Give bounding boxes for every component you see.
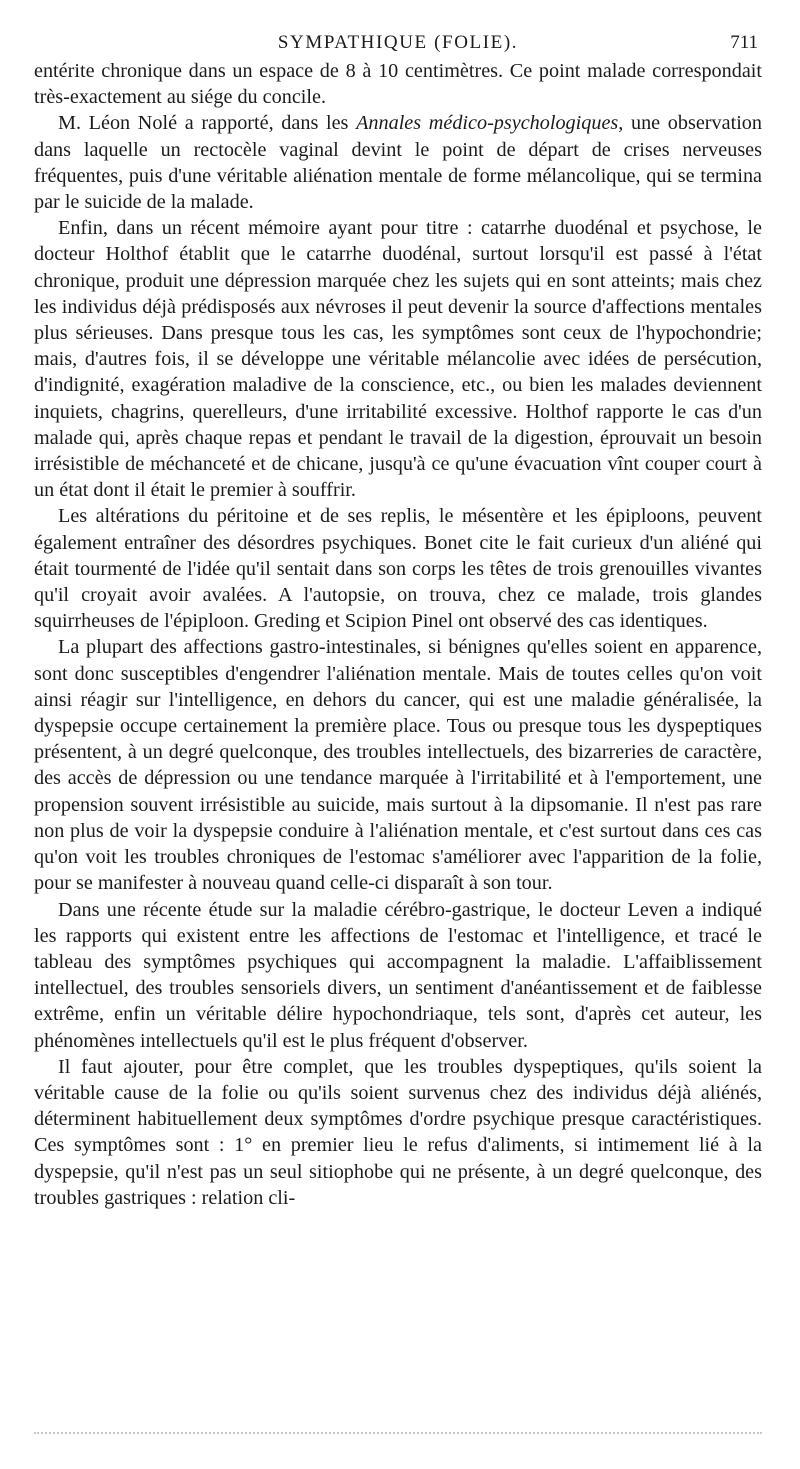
body-text [34,58,762,1211]
bottom-dotted-rule [34,1432,762,1434]
journal-title: Annales médico-psychologiques [356,112,619,135]
running-head [34,26,762,54]
paragraph-7: Il faut ajouter, pour être complet, que les troubles dyspeptiques, qu'ils soient la véritable cause de la folie ou qu'ils soient survenus chez des individus déjà aliénés, déterminent habituellement deux symptômes d'ordre psychique presque caractéristiques. Ces symptômes sont : 1° en premier lieu le refus d'aliments, si intimement lié à la dyspepsie, qu'il n'est pas un seul sitiophobe qui ne présente, à un degré quelconque, des troubles gastriques : relation cli- [34,1055,762,1209]
paragraph-2-lead: M. Léon Nolé a rapporté, dans les [58,112,357,135]
paragraph-1: entérite chronique dans un espace de 8 à 10 centimètres. Ce point malade correspondait très-exactement au siége du concile. [34,60,762,109]
paragraph-5: La plupart des affections gastro-intestinales, si bénignes qu'elles soient en apparence, sont donc susceptibles d'engendrer l'aliénation mentale. Mais de toutes celles qu'on voit ainsi réagir sur l'intelligence, en dehors du cancer, qui est une maladie généralisée, la dyspepsie occupe certainement la première place. Tous ou presque tous les dyspeptiques présentent, à un degré quelconque, des troubles intellectuels, des bizarreries de caractère, des accès de dépression ou une tendance marquée à l'irritabilité et à l'emportement, une propension souvent irrésistible au suicide, mais surtout à la dipsomanie. Il n'est pas rare non plus de voir la dyspepsie conduire à l'aliénation mentale, et c'est surtout dans ces cas qu'on voit les troubles chroniques de l'estomac s'améliorer avec l'apparition de la folie, pour se manifester à nouveau quand celle-ci disparaît à son tour. [34,636,762,895]
paragraph-4: Les altérations du péritoine et de ses replis, le mésentère et les épiploons, peuvent également entraîner des désordres psychiques. Bonet cite le fait curieux d'un aliéné qui était tourmenté de l'idée qu'il sentait dans son corps les têtes de trois grenouilles vivantes qu'il croyait avoir avalées. A l'autopsie, on trouva, chez ce malade, trois glandes squirrheuses de l'épiploon. Greding et Scipion Pinel ont observé des cas identiques. [34,505,762,633]
running-title: SYMPATHIQUE (FOLIE). [277,32,519,53]
paragraph-6: Dans une récente étude sur la maladie cérébro-gastrique, le docteur Leven a indiqué les rapports qui existent entre les affections de l'estomac et l'intelligence, et tracé le tableau des symptômes psychiques qui accompagnent la maladie. L'affaiblissement intellectuel, des troubles sensoriels divers, un sentiment d'anéantissement et de faiblesse extrême, enfin un véritable délire hypochondriaque, tels sont, d'après cet auteur, les phénomènes intellectuels qu'il est le plus fréquent d'observer. [34,898,762,1052]
paragraph-2 [34,110,762,215]
paragraph-2-rest: , une observation dans laquelle un rectocèle vaginal devint le point de départ de crises nerveuses fréquentes, puis d'une véritable aliénation mentale de forme mélancolique, qui se termina par le suicide de la malade. [34,112,762,214]
paragraph-3: Enfin, dans un récent mémoire ayant pour titre : catarrhe duodénal et psychose, le docteur Holthof établit que le catarrhe duodénal, surtout lorsqu'il est passé à l'état chronique, produit une dépression marquée chez les sujets qui en sont atteints; mais chez les individus déjà prédisposés aux névroses il peut devenir la source d'affections mentales plus sérieuses. Dans presque tous les cas, les symptômes sont ceux de l'hypochondrie; mais, d'autres fois, il se développe une véritable mélancolie avec idées de persécution, d'indignité, exagération maladive de la conscience, etc., ou bien les malades deviennent inquiets, chagrins, querelleurs, d'une irritabilité excessive. Holthof rapporte le cas d'un malade qui, après chaque repas et pendant le travail de la digestion, éprouvait un besoin irrésistible de méchanceté et de chicane, jusqu'à ce qu'une évacuation vînt couper court à un état dont il était le premier à souffrir. [34,217,762,502]
page-number: 711 [730,32,758,53]
